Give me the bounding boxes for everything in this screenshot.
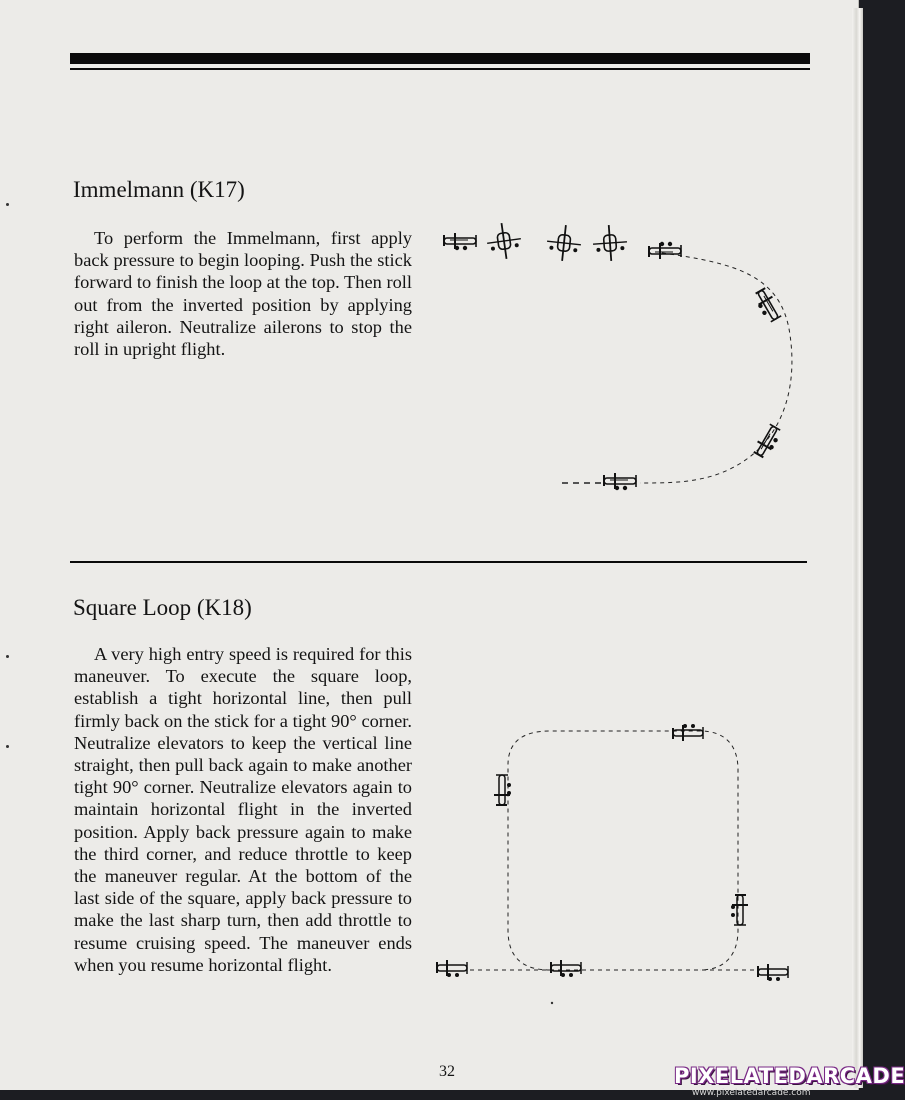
page-number: 32 xyxy=(439,1063,455,1080)
header-rule-heavy xyxy=(70,53,810,64)
section-title-square-loop: Square Loop (K18) xyxy=(73,595,252,620)
square-loop-diagram xyxy=(430,715,810,1015)
binding-mark xyxy=(6,745,9,748)
watermark-url: www.pixelatedarcade.com xyxy=(692,1088,811,1098)
section-body-immelmann: To perform the Immelmann, first apply back pressure to begin looping. Push the stick forward to finish the loop at the top. Then roll out from the inverted position by applying right aileron. Neutralize ailerons to stop the roll in upright flight. xyxy=(74,228,412,360)
header-rule-thin xyxy=(70,68,810,70)
section-title-immelmann: Immelmann (K17) xyxy=(73,177,245,202)
immelmann-diagram xyxy=(430,215,810,500)
section-divider xyxy=(70,561,807,563)
binding-mark xyxy=(6,203,9,206)
page-edge xyxy=(852,8,863,1088)
binding-mark xyxy=(6,655,9,658)
section-body-square-loop: A very high entry speed is required for this maneuver. To execute the square loop, establish a tight horizontal line, then pull firmly back on the stick for a tight 90° corner. Neutralize elevators to keep the vertical line straight, then pull back again to make another tight 90° corner. Neutralize elevators again to maintain horizontal flight in the inverted position. Apply back pressure again to make the third corner, and reduce throttle to keep the maneuver regular. At the bottom of the last side of the square, apply back pressure to make the last sharp turn, then add throttle to resume cruising speed. The maneuver ends when you resume horizontal flight. xyxy=(74,644,412,975)
watermark-logo: PIXELATEDARCADE xyxy=(674,1064,905,1088)
